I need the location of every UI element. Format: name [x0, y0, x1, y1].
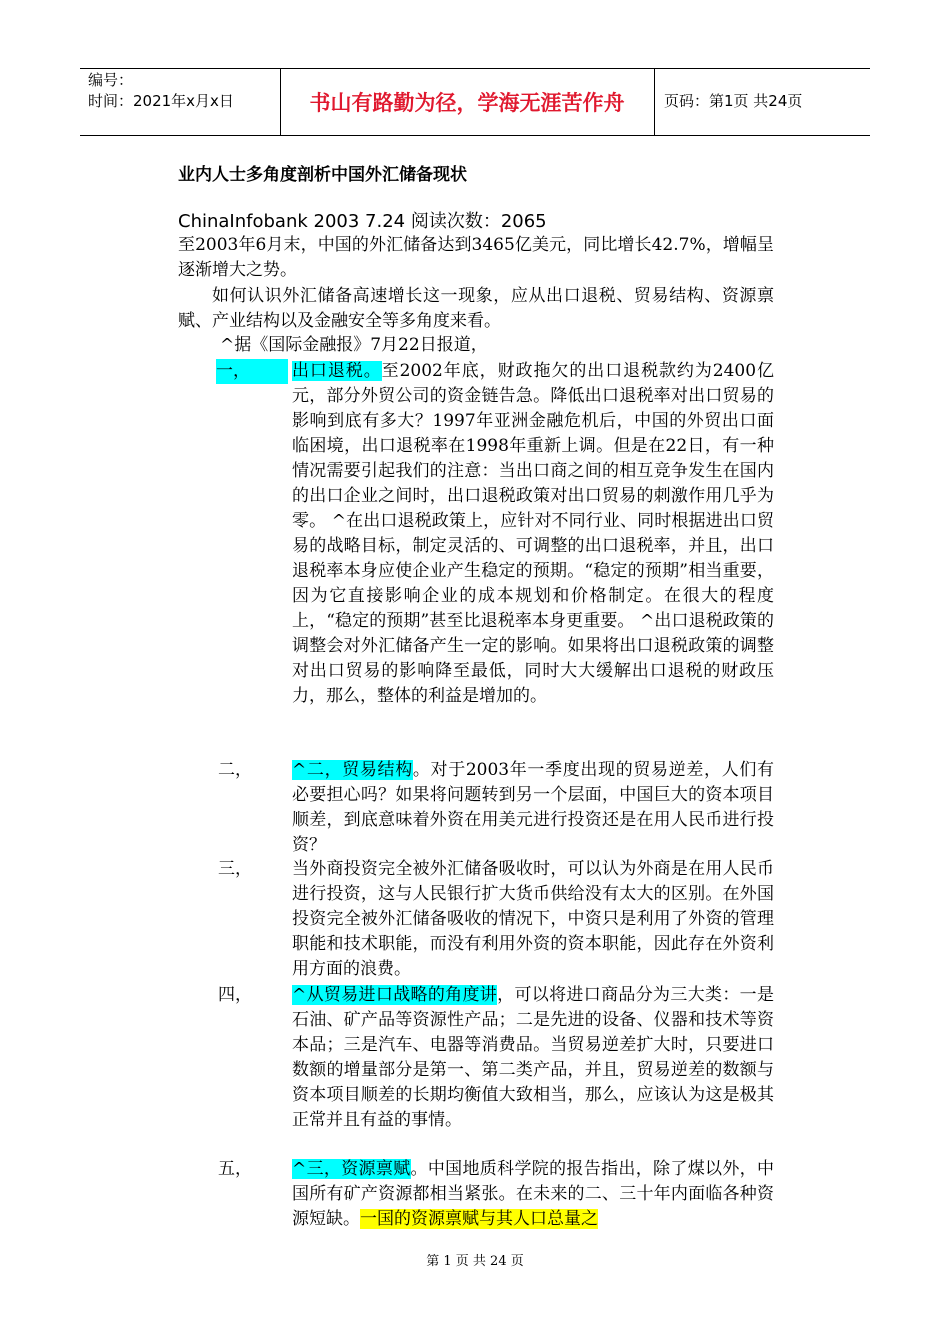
item-highlight: 出口退税。	[292, 361, 382, 381]
header-divider	[654, 68, 655, 135]
item-number: 二，	[218, 760, 252, 780]
list-item	[292, 1157, 774, 1232]
date-label: 时间：2021年x月x日	[88, 92, 234, 110]
list-item	[292, 359, 774, 709]
item-text: 。对于2003年一季度出现的贸易逆差，人们有必要担心吗？如果将问题转到另一个层面，中国巨大的资本项目顺差，到底意味着外资在用美元进行投资还是在用人民币进行投资？	[292, 760, 775, 855]
item-text: 。中国地质科学院的报告指出，除了煤以外，中国所有矿产资源都相当紧张。在未来的二、三十年内面临各种资源短缺。	[292, 1159, 774, 1229]
serial-label: 编号：	[88, 71, 134, 89]
header-bottom-rule	[80, 135, 870, 136]
item-number: 五，	[218, 1159, 252, 1179]
header-motto: 书山有路勤为径，学海无涯苦作舟	[309, 90, 625, 115]
item-highlight: ^从贸易进口战略的角度讲	[292, 985, 498, 1005]
item-number: 三，	[218, 859, 252, 879]
list-item	[292, 758, 774, 858]
list-item	[292, 983, 774, 1133]
item-highlight-yellow: 一国的资源禀赋与其人口总量之	[360, 1209, 598, 1229]
item-highlight: ^二，贸易结构	[292, 760, 413, 780]
list-item	[292, 857, 774, 982]
page-footer: 第 1 页 共 24 页	[426, 1254, 524, 1269]
header-meta	[88, 70, 234, 112]
item-number: 四，	[218, 985, 252, 1005]
article-title: 业内人士多角度剖析中国外汇储备现状	[178, 165, 467, 185]
item-text: ，可以将进口商品分为三大类：一是石油、矿产品等资源性产品；二是先进的设备、仪器和技术等资本品；三是汽车、电器等消费品。当贸易逆差扩大时，只要进口数额的增量部分是第一、第二类产品，并且，贸易逆差的数额与资本项目顺差的长期均衡值大致相当，那么，应该认为这是极其正常并且有益的事情。	[292, 985, 775, 1130]
paragraph: ^据《国际金融报》7月22日报道，	[220, 335, 488, 355]
item-number: 一，	[216, 359, 288, 384]
header-page-info: 页码：第1页 共24页	[664, 92, 803, 110]
source-line: ChinaInfobank 2003 7.24 阅读次数：2065	[178, 211, 547, 232]
intro-paragraph: 至2003年6月末，中国的外汇储备达到3465亿美元，同比增长42.7%，增幅呈逐渐增大之势。	[178, 235, 774, 280]
item-highlight: ^三，资源禀赋	[292, 1159, 411, 1179]
item-text: 当外商投资完全被外汇储备吸收时，可以认为外商是在用人民币进行投资，这与人民银行扩大货币供给没有太大的区别。在外国投资完全被外汇储备吸收的情况下，中资只是利用了外资的管理职能和技术职能，而没有利用外资的资本职能，因此存在外资利用方面的浪费。	[292, 859, 774, 979]
item-text: 至2002年底，财政拖欠的出口退税款约为2400亿元，部分外贸公司的资金链告急。降低出口退税率对出口贸易的影响到底有多大？1997年亚洲金融危机后，中国的外贸出口面临困境，出口退税率在1998年重新上调。但是在22日，有一种情况需要引起我们的注意：当出口商之间的相互竞争发生在国内的出口企业之间时，出口退税政策对出口贸易的刺激作用几乎为零。 ^在出口退税政策上，应针对不同行业、同时根据进出口贸易的战略目标，制定灵活的、可调整的出口退税率，并且，出口退税率本身应使企业产生稳定的预期。“稳定的预期”相当重要，因为它直接影响企业的成本规划和价格制定。在很大的程度上，“稳定的预期”甚至比退税率本身更重要。 ^出口退税政策的调整会对外汇储备产生一定的影响。如果将出口退税政策的调整对出口贸易的影响降至最低，同时大大缓解出口退税的财政压力，那么，整体的利益是增加的。	[292, 361, 775, 706]
header-divider	[280, 68, 281, 135]
paragraph: 如何认识外汇储备高速增长这一现象，应从出口退税、贸易结构、资源禀赋、产业结构以及金融安全等多角度来看。	[178, 286, 774, 331]
